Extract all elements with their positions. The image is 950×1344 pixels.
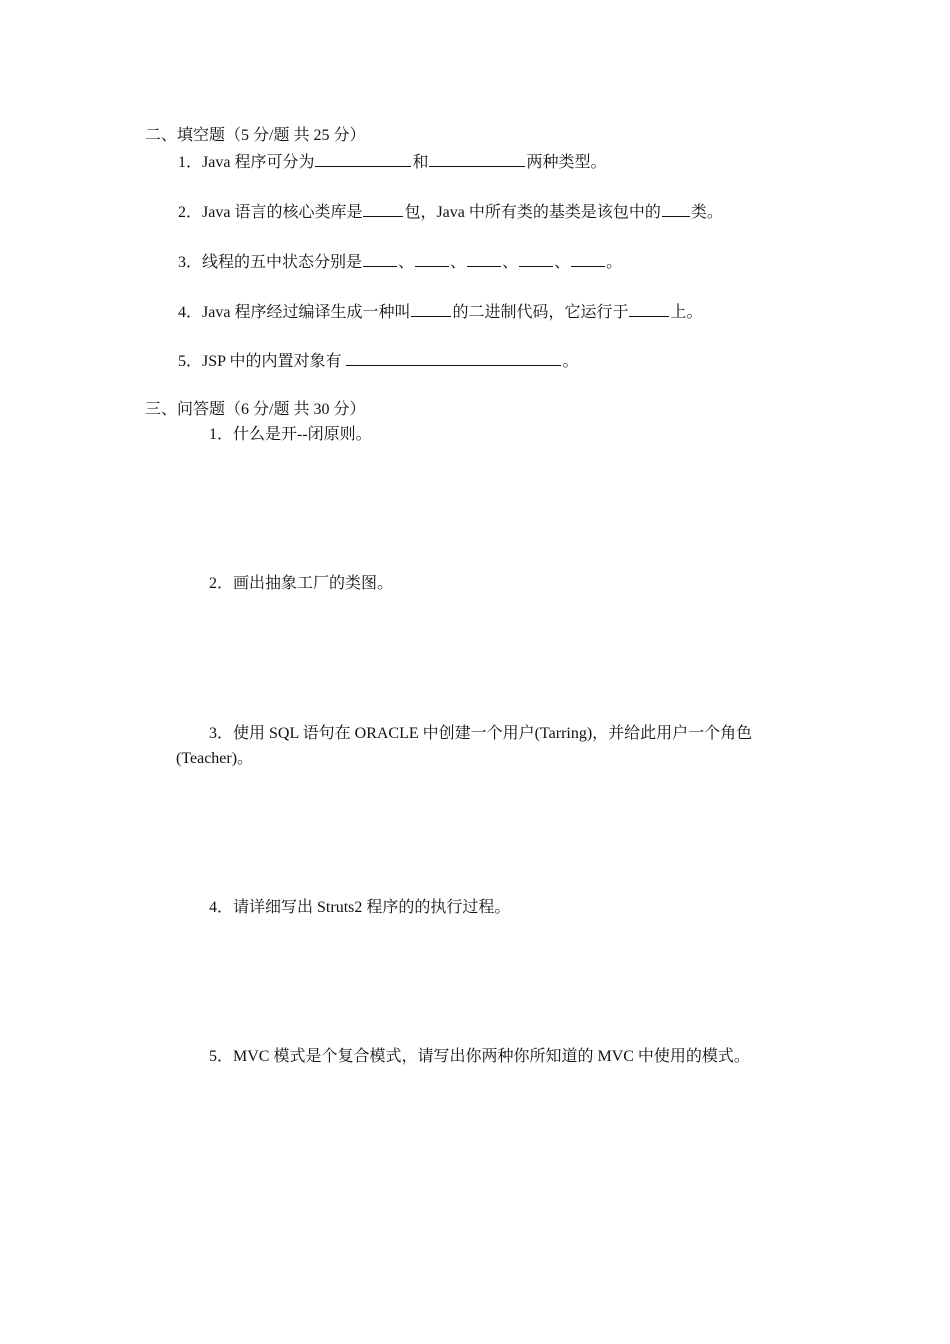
question-text: Java 程序经过编译生成一种叫 (202, 304, 411, 321)
answer-blank (629, 301, 669, 317)
section-2-heading: 二、填空题（5 分/题 共 25 分） (145, 127, 366, 144)
question-text: 和 (412, 154, 429, 171)
essay-question-3-continued: (Teacher)。 (176, 750, 254, 767)
answer-blank (315, 151, 411, 167)
fill-question-5 (178, 350, 578, 372)
answer-blank (346, 350, 561, 366)
question-number: 4． (209, 899, 234, 916)
essay-question-5 (209, 1047, 750, 1067)
question-number: 2． (209, 575, 234, 592)
question-text: 类。 (690, 204, 723, 221)
question-number: 5． (209, 1048, 234, 1065)
essay-question-3 (209, 724, 752, 744)
question-text: 。 (606, 254, 623, 271)
answer-blank (363, 251, 397, 267)
separator: 、 (502, 254, 519, 271)
separator: 、 (450, 254, 467, 271)
question-text: 上。 (670, 304, 703, 321)
question-text: 什么是开--闭原则。 (233, 426, 372, 443)
fill-question-1 (178, 151, 606, 173)
question-text: 线程的五中状态分别是 (202, 254, 363, 271)
essay-question-1 (209, 425, 372, 445)
question-number: 3． (209, 725, 234, 742)
question-text: MVC 模式是个复合模式，请写出你两种你所知道的 MVC 中使用的模式。 (233, 1048, 750, 1065)
fill-question-2 (178, 201, 723, 223)
question-text: Java 语言的核心类库是 (202, 204, 363, 221)
question-text: 包，Java 中所有类的基类是该包中的 (404, 204, 661, 221)
question-text: 。 (562, 353, 579, 370)
answer-blank (571, 251, 605, 267)
essay-question-2 (209, 574, 393, 594)
question-number: 4． (178, 304, 203, 321)
answer-blank (415, 251, 449, 267)
question-text: 使用 SQL 语句在 ORACLE 中创建一个用户(Tarring)，并给此用户一个角色 (233, 725, 753, 742)
question-text: 请详细写出 Struts2 程序的的执行过程。 (233, 899, 511, 916)
question-text: 的二进制代码，它运行于 (452, 304, 629, 321)
answer-blank (467, 251, 501, 267)
question-number: 1． (209, 426, 234, 443)
section-3-heading: 三、问答题（6 分/题 共 30 分） (145, 401, 366, 418)
question-text: Java 程序可分为 (202, 154, 315, 171)
fill-question-4 (178, 301, 702, 323)
separator: 、 (554, 254, 571, 271)
answer-blank (363, 201, 403, 217)
separator: 、 (398, 254, 415, 271)
essay-question-4 (209, 898, 510, 918)
answer-blank (411, 301, 451, 317)
answer-blank (429, 151, 525, 167)
question-text: 画出抽象工厂的类图。 (233, 575, 394, 592)
answer-blank (662, 201, 690, 217)
question-number: 5． (178, 353, 203, 370)
question-number: 3． (178, 254, 203, 271)
question-number: 1． (178, 154, 203, 171)
question-text: JSP 中的内置对象有 (202, 353, 346, 370)
question-text: 两种类型。 (526, 154, 607, 171)
answer-blank (519, 251, 553, 267)
fill-question-3 (178, 251, 622, 273)
question-number: 2． (178, 204, 203, 221)
